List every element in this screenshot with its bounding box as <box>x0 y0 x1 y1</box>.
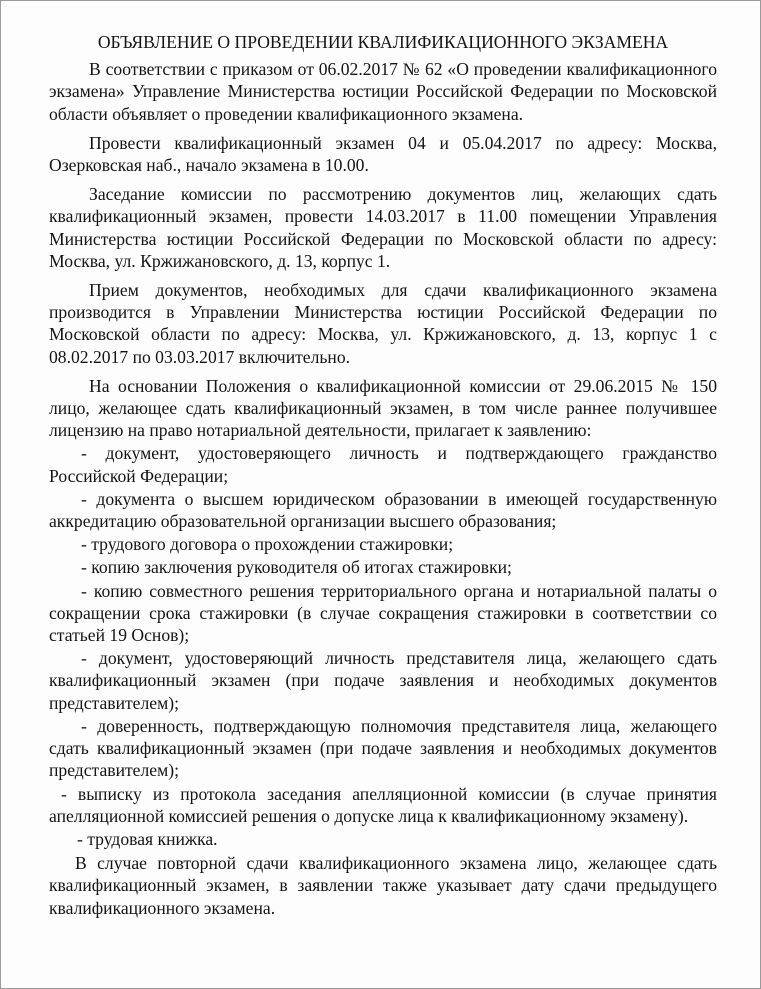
list-item-power-of-attorney: - доверенность, подтверждающую полномочия представителя лица, желающего сдать квалификационный экзамен (при подаче заявления и необходимых документов представителем); <box>49 715 717 781</box>
list-item-work-book: - трудовая книжка. <box>77 828 218 849</box>
paragraph-requirements-intro: На основании Положения о квалификационной комиссии от 29.06.2015 № 150 лицо, желающее сдать квалификационный экзамен, в том числе раннее получившее лицензию на право нотариальной деятельности, прилагает к заявлению: <box>49 375 717 441</box>
document-title: ОБЪЯВЛЕНИЕ О ПРОВЕДЕНИИ КВАЛИФИКАЦИОННОГО ЭКЗАМЕНА <box>97 32 669 52</box>
list-item-joint-decision: - копию совместного решения территориального органа и нотариальной палаты о сокращении срока стажировки (в случае сокращения стажировки в соответствии со статьей 19 Основ); <box>49 580 717 646</box>
paragraph-commission-meeting: Заседание комиссии по рассмотрению документов лиц, желающих сдать квалификационный экзамен, провести 14.03.2017 в 11.00 помещении Управления Министерства юстиции Российской Федерации по Московской области по адресу: Москва, ул. Кржижановского, д. 13, корпус 1. <box>49 184 717 271</box>
list-item-higher-education: - документа о высшем юридическом образовании в имеющей государственную аккредитацию образовательной организации высшего образования; <box>49 488 717 532</box>
paragraph-repeat-exam: В случае повторной сдачи квалификационного экзамена лицо, желающее сдать квалификационный экзамен, в заявлении также указывает дату сдачи предыдущего квалификационного экзамена. <box>49 853 717 918</box>
paragraph-exam-dates: Провести квалификационный экзамен 04 и 05.04.2017 по адресу: Москва, Озерковская наб., начало экзамена в 10.00. <box>49 132 717 176</box>
list-item-appeal-protocol: - выписку из протокола заседания апелляционной комиссии (в случае принятия апелляционной комиссией решения о допуске лица к квалификационному экзамену). <box>49 783 717 826</box>
paragraph-order: В соответствии с приказом от 06.02.2017 № 62 «О проведении квалификационного экзамена» Управление Министерства юстиции Российской Федерации по Московской области объявляет о проведении квалификационного экзамена. <box>49 59 717 124</box>
list-item-internship-contract: - трудового договора о прохождении стажировки; <box>81 534 454 555</box>
paragraph-document-acceptance: Прием документов, необходимых для сдачи квалификационного экзамена производится в Управлении Министерства юстиции Российской Федерации по Московской области по адресу: Москва, ул. Кржижановского, д. 13, корпус 1 с 08.02.2017 по 03.03.2017 включительно. <box>49 280 717 367</box>
list-item-internship-conclusion: - копию заключения руководителя об итогах стажировки; <box>81 557 512 578</box>
document-body <box>49 31 717 926</box>
list-item-identity-document: - документ, удостоверяющего личность и подтверждающего гражданство Российской Федерации; <box>49 443 717 486</box>
list-item-representative-identity: - документ, удостоверяющий личность представителя лица, желающего сдать квалификационный экзамен (при подаче заявления и необходимых документов представителем); <box>49 648 717 713</box>
